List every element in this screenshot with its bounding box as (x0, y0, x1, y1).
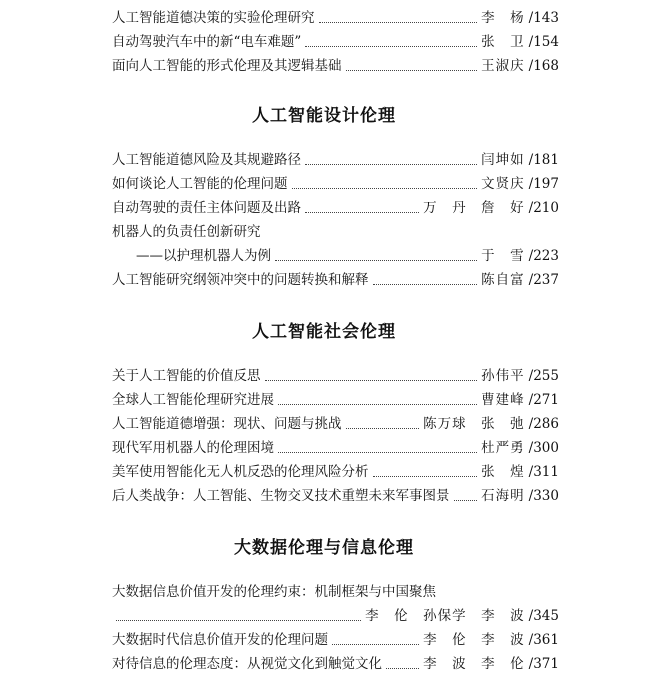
entry-author: 王淑庆 (481, 58, 525, 74)
leader-dots (305, 164, 477, 165)
entry-title: 全球人工智能伦理研究进展 (112, 392, 274, 408)
entry-title: 人工智能道德决策的实验伦理研究 (112, 10, 315, 26)
entry-title: 自动驾驶汽车中的新“电车难题” (112, 34, 302, 50)
toc-entry (112, 628, 559, 650)
entry-page: /255 (528, 368, 559, 384)
entry-author: 曹建峰 (481, 392, 525, 408)
section-heading: 人工智能社会伦理 (252, 322, 396, 342)
toc-entry-title-line (112, 220, 559, 242)
entry-page: /181 (528, 152, 559, 168)
entry-author: 杜严勇 (481, 440, 525, 456)
toc-entry (112, 6, 559, 28)
entry-title: 自动驾驶的责任主体问题及出路 (112, 200, 301, 216)
entry-author: 李 波 李 伦 (423, 656, 525, 672)
entry-page: /371 (528, 656, 559, 672)
leader-dots (386, 668, 419, 669)
leader-dots (265, 380, 478, 381)
entry-title: 后人类战争：人工智能、生物交叉技术重塑未来军事图景 (112, 488, 450, 504)
toc-entry (112, 388, 559, 410)
leader-dots (275, 260, 477, 261)
entry-page: /210 (528, 200, 559, 216)
entry-page: /271 (528, 392, 559, 408)
toc-entry-author-line (112, 604, 559, 626)
toc-entry (112, 364, 559, 386)
leader-dots (305, 46, 477, 47)
entry-title: 现代军用机器人的伦理困境 (112, 440, 274, 456)
leader-dots (332, 644, 419, 645)
toc-entry (112, 172, 559, 194)
entry-title: 美军使用智能化无人机反恐的伦理风险分析 (112, 464, 369, 480)
toc-entry (112, 268, 559, 290)
toc-entry (112, 460, 559, 482)
leader-dots (454, 500, 478, 501)
leader-dots (346, 70, 478, 71)
entry-page: /345 (528, 608, 559, 624)
entry-author: 石海明 (481, 488, 525, 504)
entry-title: 人工智能道德增强：现状、问题与挑战 (112, 416, 342, 432)
leader-dots (116, 620, 361, 621)
entry-page: /143 (528, 10, 559, 26)
entry-author: 孙伟平 (481, 368, 525, 384)
entry-page: /361 (528, 632, 559, 648)
entry-page: /237 (528, 272, 559, 288)
entry-page: /311 (528, 464, 559, 480)
entry-author: 李 伦 孙保学 李 波 (365, 608, 525, 624)
entry-author: 李 伦 李 波 (423, 632, 525, 648)
entry-author: 陈自富 (481, 272, 525, 288)
entry-author: 张 卫 (481, 34, 525, 50)
toc-entry (112, 436, 559, 458)
leader-dots (346, 428, 420, 429)
entry-page: /286 (528, 416, 559, 432)
entry-title: 人工智能研究纲领冲突中的问题转换和解释 (112, 272, 369, 288)
leader-dots (278, 452, 477, 453)
toc-entry (112, 484, 559, 506)
leader-dots (373, 476, 478, 477)
entry-title: 如何谈论人工智能的伦理问题 (112, 176, 288, 192)
toc-entry (112, 30, 559, 52)
toc-entry (112, 148, 559, 170)
entry-title: 机器人的负责任创新研究 (112, 224, 261, 240)
toc-entry (112, 412, 559, 434)
leader-dots (305, 212, 419, 213)
entry-author: 李 杨 (481, 10, 525, 26)
leader-dots (278, 404, 477, 405)
entry-title: 大数据信息价值开发的伦理约束：机制框架与中国聚焦 (112, 584, 436, 600)
entry-title: 人工智能道德风险及其规避路径 (112, 152, 301, 168)
toc-entry (112, 54, 559, 76)
entry-title: 对待信息的伦理态度：从视觉文化到触觉文化 (112, 656, 382, 672)
entry-author: 陈万球 张 弛 (423, 416, 525, 432)
leader-dots (373, 284, 478, 285)
section-heading: 人工智能设计伦理 (252, 106, 396, 126)
entry-author: 张 煌 (481, 464, 525, 480)
entry-author: 于 雪 (481, 248, 525, 264)
entry-page: /197 (528, 176, 559, 192)
entry-subtitle: ——以护理机器人为例 (136, 248, 271, 264)
toc-entry (112, 196, 559, 218)
leader-dots (292, 188, 478, 189)
entry-author: 闫坤如 (481, 152, 525, 168)
entry-author: 文贤庆 (481, 176, 525, 192)
toc-entry-subtitle-line (136, 244, 559, 266)
section-heading: 大数据伦理与信息伦理 (234, 538, 414, 558)
entry-page: /300 (528, 440, 559, 456)
leader-dots (319, 22, 478, 23)
entry-page: /223 (528, 248, 559, 264)
toc-entry-title-line (112, 580, 559, 602)
entry-title: 关于人工智能的价值反思 (112, 368, 261, 384)
entry-title: 面向人工智能的形式伦理及其逻辑基础 (112, 58, 342, 74)
entry-page: /330 (528, 488, 559, 504)
entry-title: 大数据时代信息价值开发的伦理问题 (112, 632, 328, 648)
entry-author: 万 丹 詹 好 (423, 200, 525, 216)
entry-page: /154 (528, 34, 559, 50)
toc-entry (112, 652, 559, 674)
entry-page: /168 (528, 58, 559, 74)
